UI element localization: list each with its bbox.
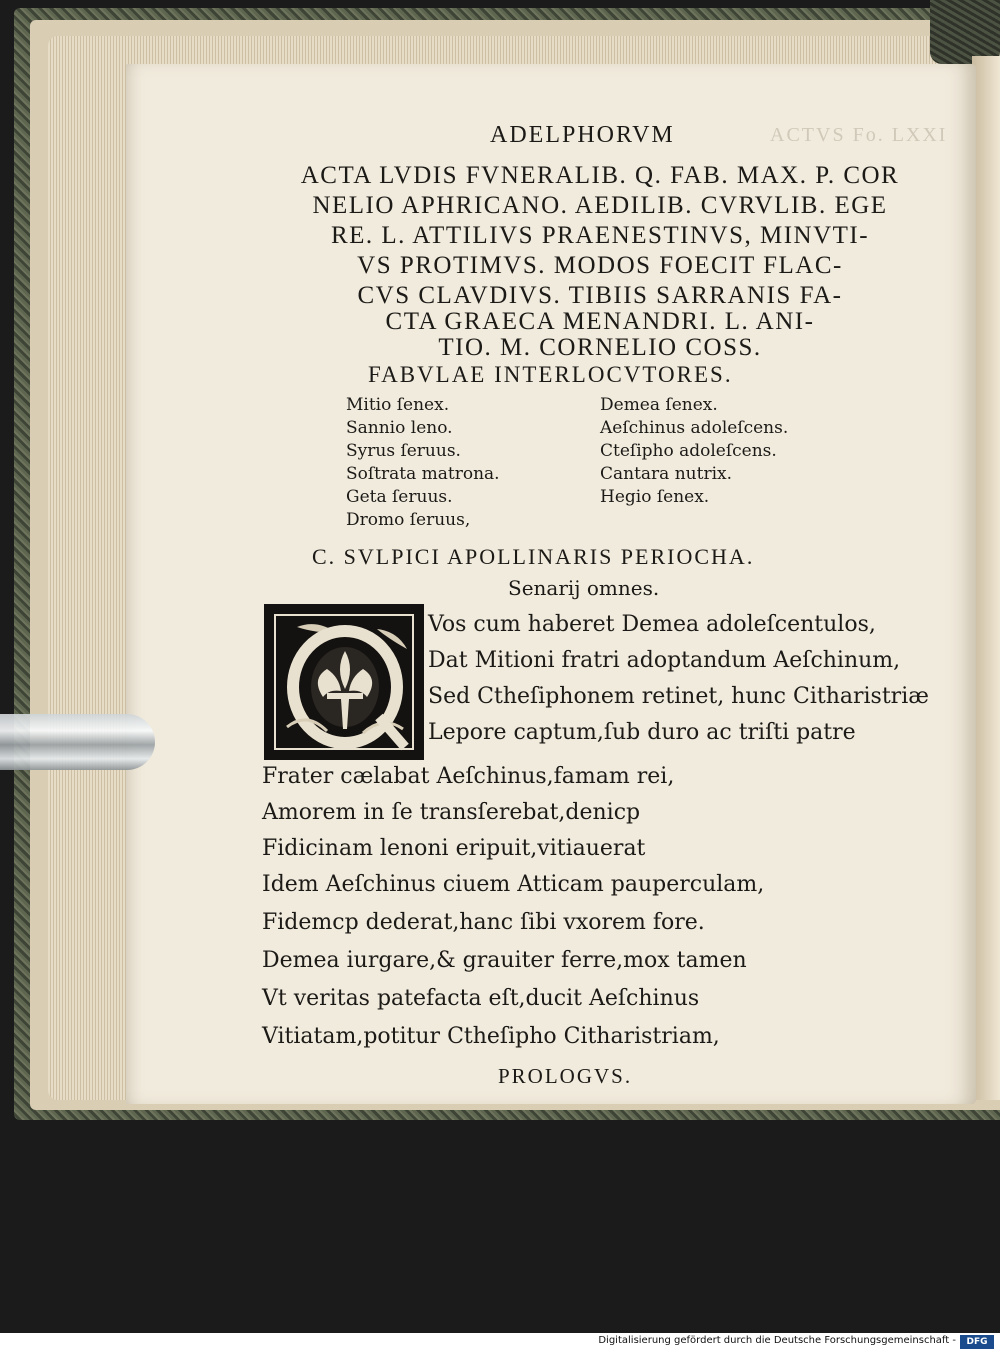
didascalia-line: VS PROTIMVS. MODOS FOECIT FLAC-	[357, 252, 843, 279]
cast-member: Aeſchinus adoleſcens.	[600, 418, 789, 438]
verse-line: Lepore captum,ſub duro ac triſti patre	[428, 720, 856, 745]
decorated-initial-q	[264, 604, 424, 760]
verse-line: Vt veritas patefacta eſt,ducit Aeſchinus	[262, 986, 700, 1011]
cast-member: Geta ſeruus.	[346, 487, 453, 507]
verse-line: Vitiatam,potitur Ctheſipho Citharistriam,	[262, 1024, 720, 1049]
verse-line: Frater cælabat Aeſchinus,famam rei,	[262, 764, 675, 789]
facing-page-edge	[972, 56, 1000, 1100]
cast-member: Syrus ſeruus.	[346, 441, 461, 461]
verse-line: Vos cum haberet Demea adoleſcentulos,	[428, 612, 876, 637]
cast-member: Soſtrata matrona.	[346, 464, 500, 484]
didascalia-line: NELIO APHRICANO. AEDILIB. CVRVLIB. EGE	[312, 192, 888, 219]
cast-member: Mitio ſenex.	[346, 395, 450, 415]
cast-member: Sannio leno.	[346, 418, 453, 438]
book-strap	[930, 0, 1000, 64]
dfg-logo: DFG	[960, 1335, 994, 1349]
verse-line: Fidicinam lenoni eripuit,vitiauerat	[262, 836, 646, 861]
running-title: ADELPHORVM	[490, 122, 675, 148]
footer-credit: Digitalisierung gefördert durch die Deutsche Forschungsgemeinschaft -	[598, 1335, 956, 1346]
didascalia-line: TIO. M. CORNELIO COSS.	[438, 334, 762, 361]
verse-line: Fidemcp dederat,hanc ſibi vxorem fore.	[262, 910, 705, 935]
verse-line: Idem Aeſchinus ciuem Atticam pauperculam,	[262, 872, 765, 897]
didascalia-line: ACTA LVDIS FVNERALIB. Q. FAB. MAX. P. COR	[300, 162, 900, 189]
periocha-heading: C. SVLPICI APOLLINARIS PERIOCHA.	[312, 544, 755, 569]
show-through-header: ACTVS Fo. LXXI	[770, 124, 948, 146]
cast-member: Dromo ſeruus,	[346, 510, 471, 530]
verse-line: Demea iurgare,& grauiter ferre,mox tamen	[262, 948, 747, 973]
verse-line: Amorem in ſe transſerebat,denicp	[262, 800, 641, 825]
cast-member: Hegio ſenex.	[600, 487, 710, 507]
didascalia-line: RE. L. ATTILIVS PRAENESTINVS, MINVTI-	[330, 222, 870, 249]
footer-bar	[0, 1333, 1000, 1352]
didascalia-line: CVS CLAVDIVS. TIBIIS SARRANIS FA-	[357, 282, 843, 309]
periocha-subheading: Senarij omnes.	[508, 576, 660, 600]
glass-page-weight	[0, 714, 155, 770]
verse-line: Dat Mitioni fratri adoptandum Aeſchinum,	[428, 648, 901, 673]
didascalia-line: CTA GRAECA MENANDRI. L. ANI-	[385, 308, 815, 335]
fleur-de-lis-initial-icon	[267, 607, 421, 757]
show-through-text	[270, 512, 275, 535]
cast-member: Cantara nutrix.	[600, 464, 733, 484]
verse-line: Sed Ctheſiphonem retinet, hunc Citharistriæ	[428, 684, 929, 709]
prologue-heading: PROLOGVS.	[498, 1064, 633, 1088]
cast-member: Demea ſenex.	[600, 395, 718, 415]
cast-member: Cteſipho adoleſcens.	[600, 441, 777, 461]
cast-heading: FABVLAE INTERLOCVTORES.	[368, 362, 733, 387]
